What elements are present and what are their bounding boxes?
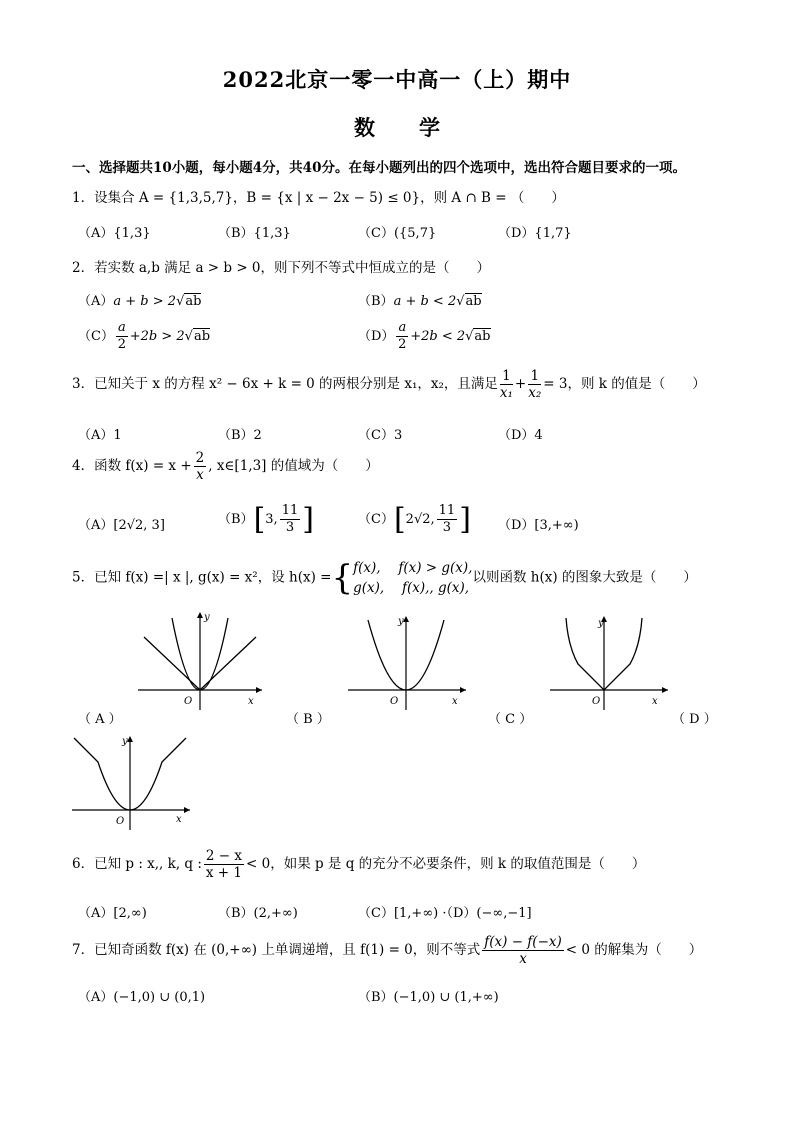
graph-b-origin: O [390, 696, 399, 707]
q7-num: f(x) − f(−x) [484, 934, 562, 950]
q2-d-rest: +2b < 2 [410, 329, 466, 344]
q2-d-num: a [398, 320, 407, 335]
q4-c-bracket-right: ] [459, 502, 471, 537]
q4-c-num: 11 [438, 503, 456, 518]
q2-a-radicand: ab [185, 294, 202, 309]
graph-b-y-label: y [398, 616, 404, 627]
q4-b-num: 11 [281, 503, 299, 518]
q4-option-b [218, 502, 314, 537]
q7-option-b: （B）(−1,0) ∪ (1,+∞) [358, 990, 499, 1005]
q4-c-label: （C） [358, 512, 394, 527]
q2-d-fraction [396, 320, 408, 353]
graph-d [70, 732, 194, 832]
question-3 [72, 368, 706, 401]
q5-case-1: f(x), f(x) > g(x), [353, 560, 473, 576]
q2-a-expr: a + b > 2 [113, 294, 177, 309]
q3-f2-den: x₂ [528, 385, 542, 401]
q4-num: 2 [195, 450, 205, 466]
q2-b-label: （B） [358, 294, 394, 309]
q6-option-b: （B）(2,+∞) [218, 906, 298, 921]
q4-option-c [358, 502, 471, 537]
q2-option-c: （C） $\frac{a}{2}$ +2b > 2√ab [78, 320, 211, 352]
q5-cases [353, 558, 472, 598]
q2-b-radicand: ab [465, 294, 482, 309]
q5-case-2: g(x), f(x),, g(x), [353, 580, 470, 596]
graph-d-y-label: y [122, 736, 128, 747]
q2-d-radicand: ab [474, 329, 491, 344]
q4-pre: 4．函数 f(x) = x + [72, 458, 192, 474]
q2-option-a: （A）a + b > 2√ab [78, 294, 202, 309]
q4-b-den: 3 [285, 520, 295, 535]
q6-post: < 0，如果 p 是 q 的充分不必要条件，则 k 的取值范围是（ ） [246, 856, 646, 872]
q4-c-den: 3 [442, 520, 452, 535]
q3-plus: + [514, 376, 527, 392]
q2-b-expr: a + b < 2 [393, 294, 457, 309]
page-title: 2022北京一零一中高一（上）期中 [222, 67, 572, 92]
q4-option-d: （D）[3,+∞) [498, 518, 579, 533]
question-1: 1．设集合 A = {1,3,5,7}，B = {x | x − 2x − 5) ≤ 0}，则 A ∩ B = （ ） [72, 190, 565, 206]
graph-b [346, 612, 470, 712]
q5-brace: { [331, 558, 354, 598]
q2-option-d: （D） $\frac{a}{2}$ +2b < 2√ab [358, 320, 491, 352]
q4-c-left: 2√2, [405, 512, 435, 527]
q3-f1-den: x₁ [499, 385, 513, 401]
q6-option-a: （A）[2,∞) [78, 906, 147, 921]
graph-c-origin: O [592, 696, 601, 707]
q2-c-fraction [116, 320, 128, 353]
q5-post: 以则函数 h(x) 的图象大致是（ ） [472, 569, 697, 586]
subject-title [0, 112, 794, 142]
q6-fraction [204, 848, 244, 881]
graph-d-x-label: x [176, 814, 182, 825]
q4-fraction [194, 450, 207, 483]
graph-c-x-label: x [652, 696, 658, 707]
graph-a-y-label: y [204, 612, 210, 623]
q3-fraction-1 [500, 368, 513, 401]
q3-option-b: （B）2 [218, 428, 262, 443]
subject-char-2: 学 [419, 115, 440, 140]
graph-a-origin: O [184, 696, 193, 707]
q6-den: x + 1 [205, 865, 242, 881]
q5-pre: 5．已知 f(x) =| x |, g(x) = x²，设 h(x) = [72, 569, 332, 586]
q6-num: 2 − x [205, 848, 242, 864]
q1-option-d: （D）{1,7} [498, 226, 572, 241]
q3-f2-num: 1 [528, 368, 541, 385]
q7-pre: 7．已知奇函数 f(x) 在 (0,+∞) 上单调递增，且 f(1) = 0，则不等式 [72, 942, 481, 958]
q2-c-label: （C） [78, 329, 114, 344]
q2-c-den: 2 [117, 337, 126, 352]
q2-c-num: a [117, 320, 126, 335]
q2-c-radicand: ab [193, 329, 211, 344]
q3-post: = 3，则 k 的值是（ ） [543, 376, 706, 392]
q3-option-d: （D）4 [498, 428, 543, 443]
q3-pre: 3．已知关于 x 的方程 x² − 6x + k = 0 的两根分别是 x₁，x₂，且满足 [72, 376, 498, 392]
graph-c-y-label: y [598, 618, 604, 629]
q1-option-c: （C）({5,7} [358, 226, 437, 241]
q4-post: , x∈[1,3] 的值域为（ ） [208, 458, 379, 474]
q4-c-fraction [437, 503, 458, 536]
graph-d-label: （ D ） [672, 712, 717, 727]
q4-option-a: （A）[2√2, 3] [78, 518, 165, 533]
q4-c-bracket-left: [ [393, 502, 406, 537]
q2-d-den: 2 [398, 337, 407, 352]
question-6 [72, 848, 645, 881]
graph-a [136, 608, 266, 712]
q1-option-b: （B）{1,3} [218, 226, 291, 241]
question-5 [72, 558, 697, 598]
q4-b-bracket-left: [ [253, 502, 266, 537]
q4-b-fraction [280, 503, 301, 536]
q4-b-left: 3, [265, 512, 278, 527]
graph-b-label: （ B ） [286, 712, 330, 727]
q3-option-a: （A）1 [78, 428, 122, 443]
section-heading: 一、选择题共10小题，每小题4分，共40分。在每小题列出的四个选项中，选出符合题目要求的一项。 [72, 160, 686, 176]
graph-c-label: （ C ） [488, 712, 533, 727]
q7-fraction [482, 934, 564, 967]
q6-option-cd: （C）[1,+∞) ·（D）(−∞,−1] [358, 906, 532, 921]
graph-d-origin: O [116, 816, 125, 827]
graph-a-x-label: x [248, 696, 254, 707]
question-2: 2．若实数 a,b 满足 a > b > 0，则下列不等式中恒成立的是（ ） [72, 260, 491, 276]
q4-den: x [196, 467, 204, 483]
q7-post: < 0 的解集为（ ） [565, 942, 703, 958]
q1-option-a: （A）{1,3} [78, 226, 151, 241]
q6-pre: 6．已知 p : x,, k, q : [72, 856, 202, 872]
graph-a-label: （ A ） [78, 712, 122, 727]
question-7 [72, 934, 702, 967]
q2-a-label: （A） [78, 294, 114, 309]
q7-option-a: （A）(−1,0) ∪ (0,1) [78, 990, 206, 1005]
q3-f1-num: 1 [500, 368, 513, 385]
q2-d-label: （D） [358, 329, 395, 344]
graph-c [548, 612, 672, 712]
q2-option-b: （B）a + b < 2√ab [358, 294, 482, 309]
q4-b-bracket-right: ] [302, 502, 314, 537]
q2-c-rest: +2b > 2 [129, 329, 185, 344]
q4-b-label: （B） [218, 512, 254, 527]
graph-b-x-label: x [452, 696, 458, 707]
subject-char-1: 数 [354, 115, 375, 140]
q7-den: x [519, 951, 527, 967]
q3-option-c: （C）3 [358, 428, 403, 443]
q3-fraction-2 [528, 368, 541, 401]
question-4 [72, 450, 379, 483]
